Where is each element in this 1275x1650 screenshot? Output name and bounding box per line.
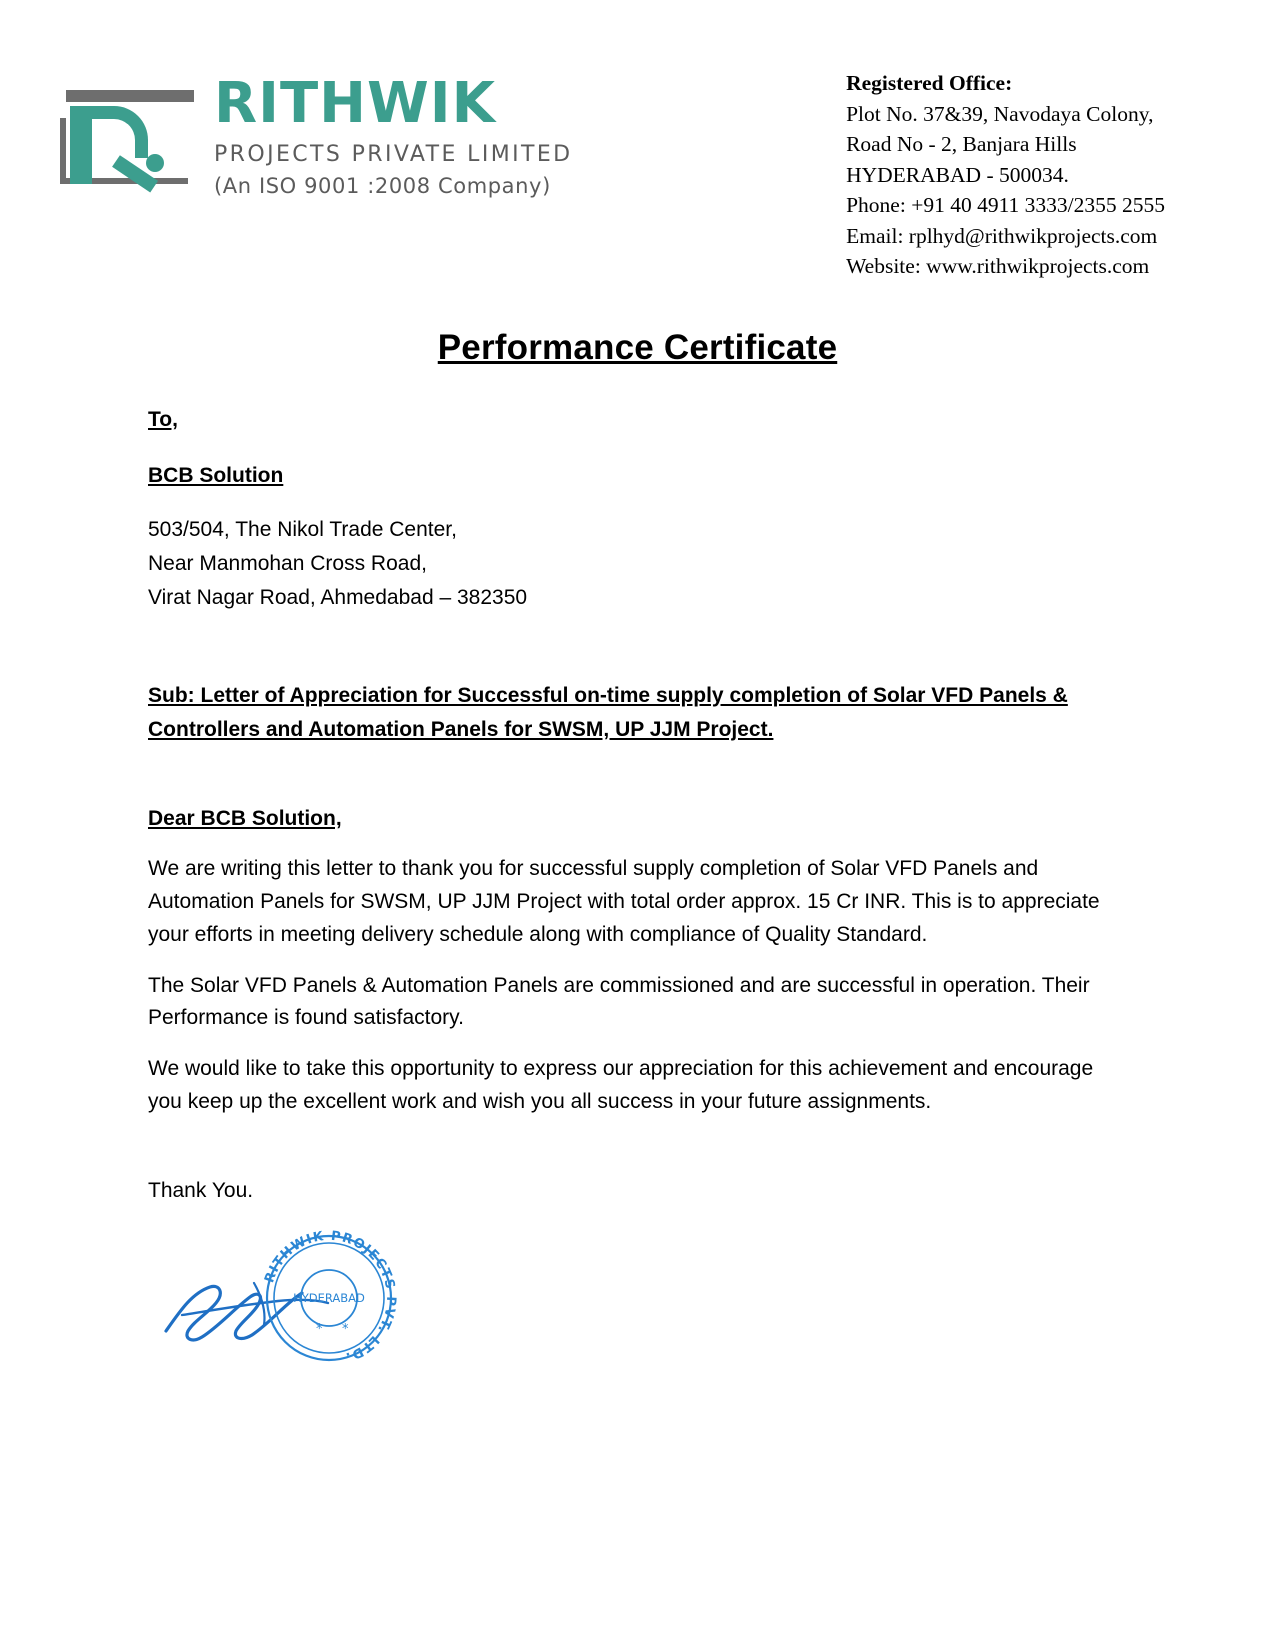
- letterhead-header: [0, 0, 1275, 282]
- company-name-block: [214, 58, 572, 198]
- address-line: Near Manmohan Cross Road,: [148, 551, 427, 575]
- page-title: Performance Certificate: [437, 327, 838, 367]
- closing-line: Thank You.: [148, 1178, 254, 1202]
- registered-office-title: Registered Office:: [846, 71, 1013, 95]
- office-line: HYDERABAD - 500034.: [846, 162, 1069, 187]
- recipient-name: BCB Solution: [148, 464, 284, 488]
- svg-text:RITHWIK PROJECTS PVT. LTD.: RITHWIK PROJECTS PVT. LTD.: [262, 1228, 399, 1365]
- svg-text:*: *: [316, 1322, 323, 1338]
- subject-line: Sub: Letter of Appreciation for Successful on-time supply completion of Solar VFD Panels & Controllers and Automation Panels for SWSM, UP JJM Project.: [148, 683, 1068, 741]
- to-label: To,: [148, 407, 178, 431]
- salutation: Dear BCB Solution,: [148, 806, 342, 830]
- office-email: Email: rplhyd@rithwikprojects.com: [846, 223, 1158, 248]
- company-iso: (An ISO 9001 :2008 Company): [214, 174, 551, 198]
- address-line: 503/504, The Nikol Trade Center,: [148, 517, 457, 541]
- letter-body: [0, 404, 1275, 1404]
- office-line: Plot No. 37&39, Navodaya Colony,: [846, 101, 1154, 126]
- body-paragraph: We are writing this letter to thank you for successful supply completion of Solar VFD Panels and Automation Panels for SWSM, UP JJM Project with total order approx. 15 Cr INR. This is to appreciate your efforts in meeting delivery schedule along with compliance of Quality Standard.: [148, 857, 1100, 946]
- office-website: Website: www.rithwikprojects.com: [846, 254, 1150, 279]
- company-type: PROJECTS PRIVATE LIMITED: [214, 142, 573, 167]
- company-logo: [60, 58, 572, 198]
- address-line: Virat Nagar Road, Ahmedabad – 382350: [148, 585, 528, 609]
- company-stamp: [254, 1223, 404, 1373]
- body-paragraph: We would like to take this opportunity to express our appreciation for this achievement and encourage you keep up the excellent work and wish you all success in your future assignments.: [148, 1057, 1094, 1113]
- rithwik-logo-icon: [60, 58, 200, 188]
- svg-text:*: *: [342, 1322, 349, 1338]
- company-name: RITHWIK: [214, 71, 497, 136]
- recipient-address: [148, 513, 1125, 615]
- body-paragraph: The Solar VFD Panels & Automation Panels are commissioned and are successful in operation. Their Performance is found satisfactory.: [148, 973, 1090, 1030]
- office-phone: Phone: +91 40 4911 3333/2355 2555: [846, 193, 1165, 218]
- signature-area: [148, 1213, 1125, 1403]
- office-line: Road No - 2, Banjara Hills: [846, 132, 1077, 157]
- registered-office-block: [846, 58, 1165, 282]
- svg-text:HYDERABAD: HYDERABAD: [293, 1291, 365, 1306]
